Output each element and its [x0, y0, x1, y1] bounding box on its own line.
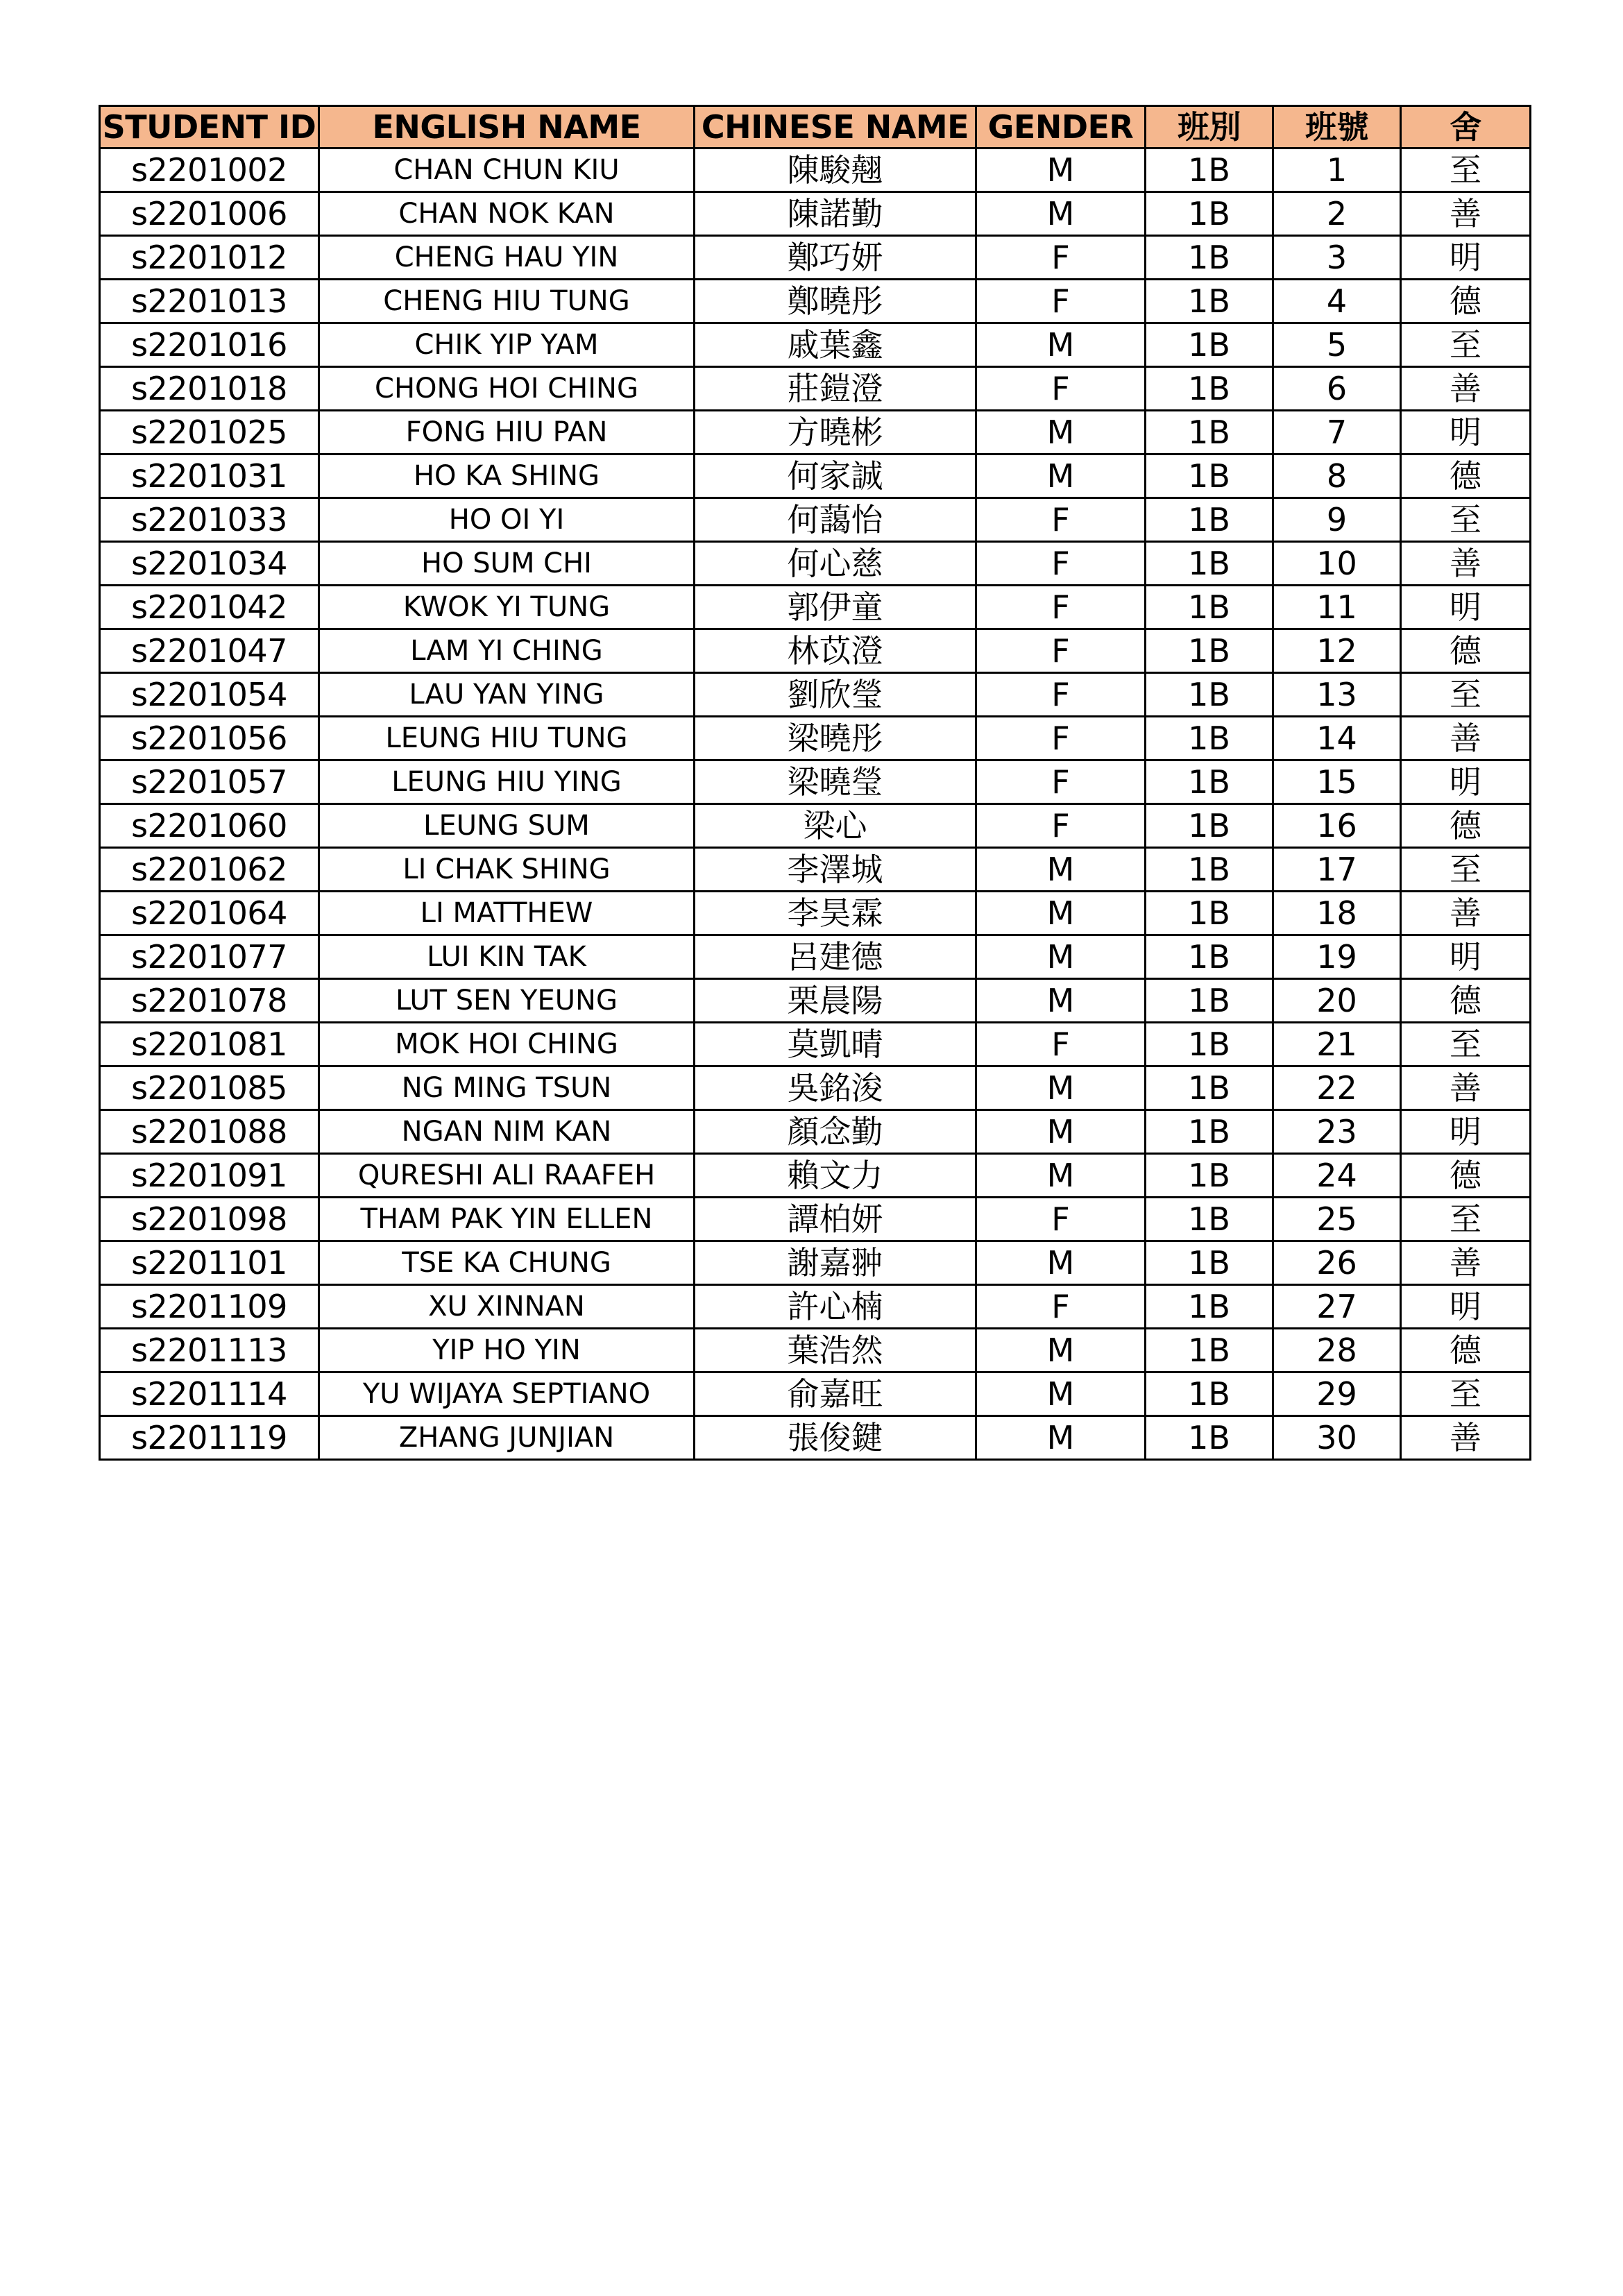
table-row — [100, 323, 1531, 367]
cell-class-number: 23 — [1273, 1110, 1401, 1154]
table-row — [100, 892, 1531, 935]
cell-class: 1B — [1146, 1023, 1273, 1066]
cell-class-number: 11 — [1273, 586, 1401, 629]
cell-chinese-name: 戚葉鑫 — [695, 323, 976, 367]
cell-gender: M — [976, 979, 1146, 1023]
cell-class-number: 27 — [1273, 1285, 1401, 1329]
cell-english-name: LUI KIN TAK — [319, 935, 695, 979]
cell-class-number: 26 — [1273, 1241, 1401, 1285]
cell-chinese-name: 陳駿翹 — [695, 148, 976, 192]
cell-student-id: s2201013 — [100, 280, 319, 323]
cell-class: 1B — [1146, 542, 1273, 586]
cell-gender: M — [976, 148, 1146, 192]
cell-house: 善 — [1401, 717, 1531, 760]
cell-house: 至 — [1401, 848, 1531, 892]
cell-gender: F — [976, 760, 1146, 804]
cell-house: 至 — [1401, 1198, 1531, 1241]
cell-gender: F — [976, 673, 1146, 717]
cell-student-id: s2201098 — [100, 1198, 319, 1241]
header-gender: GENDER — [976, 106, 1146, 148]
cell-student-id: s2201091 — [100, 1154, 319, 1198]
cell-house: 明 — [1401, 411, 1531, 454]
table-row — [100, 935, 1531, 979]
cell-class-number: 22 — [1273, 1066, 1401, 1110]
cell-class: 1B — [1146, 367, 1273, 411]
cell-student-id: s2201016 — [100, 323, 319, 367]
cell-english-name: CHAN CHUN KIU — [319, 148, 695, 192]
cell-class-number: 28 — [1273, 1329, 1401, 1372]
cell-class: 1B — [1146, 1329, 1273, 1372]
cell-english-name: LUT SEN YEUNG — [319, 979, 695, 1023]
cell-english-name: LI CHAK SHING — [319, 848, 695, 892]
cell-chinese-name: 林苡澄 — [695, 629, 976, 673]
cell-class-number: 3 — [1273, 236, 1401, 280]
cell-student-id: s2201057 — [100, 760, 319, 804]
cell-class: 1B — [1146, 454, 1273, 498]
cell-student-id: s2201119 — [100, 1416, 319, 1460]
cell-class-number: 14 — [1273, 717, 1401, 760]
cell-student-id: s2201060 — [100, 804, 319, 848]
cell-student-id: s2201064 — [100, 892, 319, 935]
cell-student-id: s2201101 — [100, 1241, 319, 1285]
cell-gender: F — [976, 1285, 1146, 1329]
cell-class: 1B — [1146, 1110, 1273, 1154]
cell-gender: F — [976, 586, 1146, 629]
cell-chinese-name: 莫凱晴 — [695, 1023, 976, 1066]
cell-english-name: NG MING TSUN — [319, 1066, 695, 1110]
cell-chinese-name: 梁曉瑩 — [695, 760, 976, 804]
cell-gender: M — [976, 192, 1146, 236]
cell-class: 1B — [1146, 629, 1273, 673]
cell-class-number: 13 — [1273, 673, 1401, 717]
cell-english-name: TSE KA CHUNG — [319, 1241, 695, 1285]
cell-class-number: 30 — [1273, 1416, 1401, 1460]
table-row — [100, 804, 1531, 848]
cell-class-number: 6 — [1273, 367, 1401, 411]
cell-gender: F — [976, 1198, 1146, 1241]
table-row — [100, 1329, 1531, 1372]
cell-gender: M — [976, 935, 1146, 979]
cell-chinese-name: 許心楠 — [695, 1285, 976, 1329]
cell-chinese-name: 顏念勤 — [695, 1110, 976, 1154]
table-row — [100, 1066, 1531, 1110]
cell-chinese-name: 陳諾勤 — [695, 192, 976, 236]
cell-english-name: HO OI YI — [319, 498, 695, 542]
cell-house: 德 — [1401, 629, 1531, 673]
cell-gender: M — [976, 1329, 1146, 1372]
cell-chinese-name: 鄭巧妍 — [695, 236, 976, 280]
cell-house: 善 — [1401, 1416, 1531, 1460]
cell-english-name: LEUNG HIU TUNG — [319, 717, 695, 760]
table-row — [100, 192, 1531, 236]
cell-class: 1B — [1146, 1154, 1273, 1198]
cell-class-number: 2 — [1273, 192, 1401, 236]
cell-house: 至 — [1401, 1023, 1531, 1066]
cell-class-number: 17 — [1273, 848, 1401, 892]
cell-class: 1B — [1146, 586, 1273, 629]
cell-class: 1B — [1146, 411, 1273, 454]
cell-class: 1B — [1146, 1285, 1273, 1329]
cell-class: 1B — [1146, 192, 1273, 236]
cell-house: 明 — [1401, 236, 1531, 280]
cell-class: 1B — [1146, 760, 1273, 804]
cell-house: 善 — [1401, 1241, 1531, 1285]
table-row — [100, 367, 1531, 411]
cell-house: 德 — [1401, 804, 1531, 848]
cell-house: 至 — [1401, 1372, 1531, 1416]
cell-student-id: s2201109 — [100, 1285, 319, 1329]
cell-class-number: 15 — [1273, 760, 1401, 804]
cell-student-id: s2201018 — [100, 367, 319, 411]
cell-class-number: 10 — [1273, 542, 1401, 586]
cell-english-name: FONG HIU PAN — [319, 411, 695, 454]
cell-house: 明 — [1401, 586, 1531, 629]
cell-chinese-name: 何藹怡 — [695, 498, 976, 542]
cell-english-name: LI MATTHEW — [319, 892, 695, 935]
cell-house: 明 — [1401, 935, 1531, 979]
cell-chinese-name: 何家誠 — [695, 454, 976, 498]
cell-chinese-name: 俞嘉旺 — [695, 1372, 976, 1416]
cell-student-id: s2201062 — [100, 848, 319, 892]
header-row — [100, 106, 1531, 148]
cell-class: 1B — [1146, 1416, 1273, 1460]
cell-class: 1B — [1146, 892, 1273, 935]
table-row — [100, 148, 1531, 192]
cell-class-number: 4 — [1273, 280, 1401, 323]
cell-gender: F — [976, 542, 1146, 586]
cell-house: 善 — [1401, 192, 1531, 236]
cell-english-name: XU XINNAN — [319, 1285, 695, 1329]
cell-class-number: 7 — [1273, 411, 1401, 454]
cell-gender: M — [976, 1372, 1146, 1416]
table-row — [100, 411, 1531, 454]
table-row — [100, 1198, 1531, 1241]
cell-class-number: 21 — [1273, 1023, 1401, 1066]
cell-class-number: 29 — [1273, 1372, 1401, 1416]
cell-chinese-name: 李澤城 — [695, 848, 976, 892]
table-row — [100, 1110, 1531, 1154]
cell-house: 至 — [1401, 673, 1531, 717]
cell-class: 1B — [1146, 498, 1273, 542]
cell-gender: F — [976, 280, 1146, 323]
cell-chinese-name: 何心慈 — [695, 542, 976, 586]
cell-gender: F — [976, 717, 1146, 760]
cell-english-name: HO KA SHING — [319, 454, 695, 498]
cell-english-name: CHIK YIP YAM — [319, 323, 695, 367]
cell-english-name: ZHANG JUNJIAN — [319, 1416, 695, 1460]
cell-student-id: s2201047 — [100, 629, 319, 673]
cell-class: 1B — [1146, 1372, 1273, 1416]
cell-student-id: s2201081 — [100, 1023, 319, 1066]
cell-house: 至 — [1401, 323, 1531, 367]
cell-english-name: LAM YI CHING — [319, 629, 695, 673]
cell-english-name: KWOK YI TUNG — [319, 586, 695, 629]
cell-english-name: HO SUM CHI — [319, 542, 695, 586]
cell-student-id: s2201025 — [100, 411, 319, 454]
cell-english-name: CHENG HAU YIN — [319, 236, 695, 280]
header-student-id: STUDENT ID — [100, 106, 319, 148]
cell-chinese-name: 謝嘉翀 — [695, 1241, 976, 1285]
table-row — [100, 1023, 1531, 1066]
cell-house: 善 — [1401, 542, 1531, 586]
cell-student-id: s2201033 — [100, 498, 319, 542]
cell-student-id: s2201088 — [100, 1110, 319, 1154]
cell-chinese-name: 賴文力 — [695, 1154, 976, 1198]
cell-student-id: s2201042 — [100, 586, 319, 629]
cell-student-id: s2201085 — [100, 1066, 319, 1110]
cell-class-number: 18 — [1273, 892, 1401, 935]
cell-class: 1B — [1146, 280, 1273, 323]
table-row — [100, 454, 1531, 498]
cell-student-id: s2201113 — [100, 1329, 319, 1372]
cell-english-name: LAU YAN YING — [319, 673, 695, 717]
cell-student-id: s2201002 — [100, 148, 319, 192]
cell-class-number: 24 — [1273, 1154, 1401, 1198]
cell-class: 1B — [1146, 717, 1273, 760]
cell-gender: M — [976, 1110, 1146, 1154]
cell-english-name: THAM PAK YIN ELLEN — [319, 1198, 695, 1241]
cell-gender: M — [976, 1241, 1146, 1285]
table-row — [100, 498, 1531, 542]
cell-house: 明 — [1401, 1110, 1531, 1154]
cell-class-number: 12 — [1273, 629, 1401, 673]
cell-chinese-name: 梁心 — [695, 804, 976, 848]
table-row — [100, 1416, 1531, 1460]
cell-house: 德 — [1401, 1154, 1531, 1198]
cell-house: 善 — [1401, 1066, 1531, 1110]
cell-class-number: 9 — [1273, 498, 1401, 542]
cell-student-id: s2201031 — [100, 454, 319, 498]
cell-gender: M — [976, 323, 1146, 367]
table-row — [100, 236, 1531, 280]
cell-english-name: LEUNG SUM — [319, 804, 695, 848]
cell-student-id: s2201054 — [100, 673, 319, 717]
cell-class: 1B — [1146, 935, 1273, 979]
cell-chinese-name: 方曉彬 — [695, 411, 976, 454]
cell-gender: M — [976, 1066, 1146, 1110]
cell-student-id: s2201012 — [100, 236, 319, 280]
cell-gender: M — [976, 411, 1146, 454]
cell-class: 1B — [1146, 323, 1273, 367]
cell-english-name: NGAN NIM KAN — [319, 1110, 695, 1154]
cell-class: 1B — [1146, 1241, 1273, 1285]
cell-gender: M — [976, 1416, 1146, 1460]
cell-student-id: s2201034 — [100, 542, 319, 586]
cell-class-number: 5 — [1273, 323, 1401, 367]
cell-class: 1B — [1146, 1066, 1273, 1110]
cell-class: 1B — [1146, 236, 1273, 280]
cell-chinese-name: 李昊霖 — [695, 892, 976, 935]
table-row — [100, 542, 1531, 586]
cell-chinese-name: 鄭曉彤 — [695, 280, 976, 323]
cell-english-name: MOK HOI CHING — [319, 1023, 695, 1066]
cell-gender: M — [976, 848, 1146, 892]
cell-student-id: s2201056 — [100, 717, 319, 760]
table-row — [100, 717, 1531, 760]
cell-student-id: s2201114 — [100, 1372, 319, 1416]
header-house: 舍 — [1401, 106, 1531, 148]
cell-chinese-name: 張俊鍵 — [695, 1416, 976, 1460]
cell-class: 1B — [1146, 979, 1273, 1023]
cell-class-number: 20 — [1273, 979, 1401, 1023]
header-class: 班別 — [1146, 106, 1273, 148]
table-row — [100, 979, 1531, 1023]
cell-chinese-name: 梁曉彤 — [695, 717, 976, 760]
cell-house: 德 — [1401, 454, 1531, 498]
cell-house: 明 — [1401, 760, 1531, 804]
cell-house: 德 — [1401, 979, 1531, 1023]
cell-gender: F — [976, 498, 1146, 542]
cell-house: 德 — [1401, 1329, 1531, 1372]
cell-gender: M — [976, 1154, 1146, 1198]
cell-gender: M — [976, 454, 1146, 498]
cell-english-name: CHENG HIU TUNG — [319, 280, 695, 323]
cell-english-name: QURESHI ALI RAAFEH — [319, 1154, 695, 1198]
table-row — [100, 586, 1531, 629]
cell-house: 明 — [1401, 1285, 1531, 1329]
cell-class: 1B — [1146, 673, 1273, 717]
cell-house: 至 — [1401, 498, 1531, 542]
cell-chinese-name: 栗晨陽 — [695, 979, 976, 1023]
cell-student-id: s2201078 — [100, 979, 319, 1023]
header-chinese-name: CHINESE NAME — [695, 106, 976, 148]
cell-gender: F — [976, 236, 1146, 280]
cell-gender: F — [976, 629, 1146, 673]
table-row — [100, 1241, 1531, 1285]
cell-house: 善 — [1401, 892, 1531, 935]
cell-gender: F — [976, 367, 1146, 411]
cell-chinese-name: 葉浩然 — [695, 1329, 976, 1372]
cell-student-id: s2201077 — [100, 935, 319, 979]
cell-gender: F — [976, 1023, 1146, 1066]
cell-english-name: YU WIJAYA SEPTIANO — [319, 1372, 695, 1416]
table-body — [100, 148, 1531, 1460]
table-row — [100, 1285, 1531, 1329]
table-row — [100, 1372, 1531, 1416]
cell-house: 德 — [1401, 280, 1531, 323]
cell-english-name: CHAN NOK KAN — [319, 192, 695, 236]
cell-class-number: 25 — [1273, 1198, 1401, 1241]
cell-english-name: LEUNG HIU YING — [319, 760, 695, 804]
cell-class: 1B — [1146, 1198, 1273, 1241]
student-list-table — [99, 105, 1531, 1461]
cell-gender: M — [976, 892, 1146, 935]
cell-class: 1B — [1146, 148, 1273, 192]
cell-english-name: YIP HO YIN — [319, 1329, 695, 1372]
cell-chinese-name: 郭伊童 — [695, 586, 976, 629]
cell-class: 1B — [1146, 848, 1273, 892]
cell-chinese-name: 吳銘浚 — [695, 1066, 976, 1110]
cell-chinese-name: 譚柏妍 — [695, 1198, 976, 1241]
cell-student-id: s2201006 — [100, 192, 319, 236]
cell-chinese-name: 劉欣瑩 — [695, 673, 976, 717]
cell-class-number: 16 — [1273, 804, 1401, 848]
table-row — [100, 848, 1531, 892]
cell-gender: F — [976, 804, 1146, 848]
cell-class-number: 1 — [1273, 148, 1401, 192]
cell-chinese-name: 呂建德 — [695, 935, 976, 979]
table-row — [100, 280, 1531, 323]
cell-english-name: CHONG HOI CHING — [319, 367, 695, 411]
table-row — [100, 760, 1531, 804]
header-class-number: 班號 — [1273, 106, 1401, 148]
table-header — [100, 106, 1531, 148]
cell-house: 至 — [1401, 148, 1531, 192]
table-row — [100, 673, 1531, 717]
cell-chinese-name: 莊鎧澄 — [695, 367, 976, 411]
cell-class: 1B — [1146, 804, 1273, 848]
cell-class-number: 8 — [1273, 454, 1401, 498]
header-english-name: ENGLISH NAME — [319, 106, 695, 148]
cell-class-number: 19 — [1273, 935, 1401, 979]
cell-house: 善 — [1401, 367, 1531, 411]
table-row — [100, 629, 1531, 673]
table-row — [100, 1154, 1531, 1198]
